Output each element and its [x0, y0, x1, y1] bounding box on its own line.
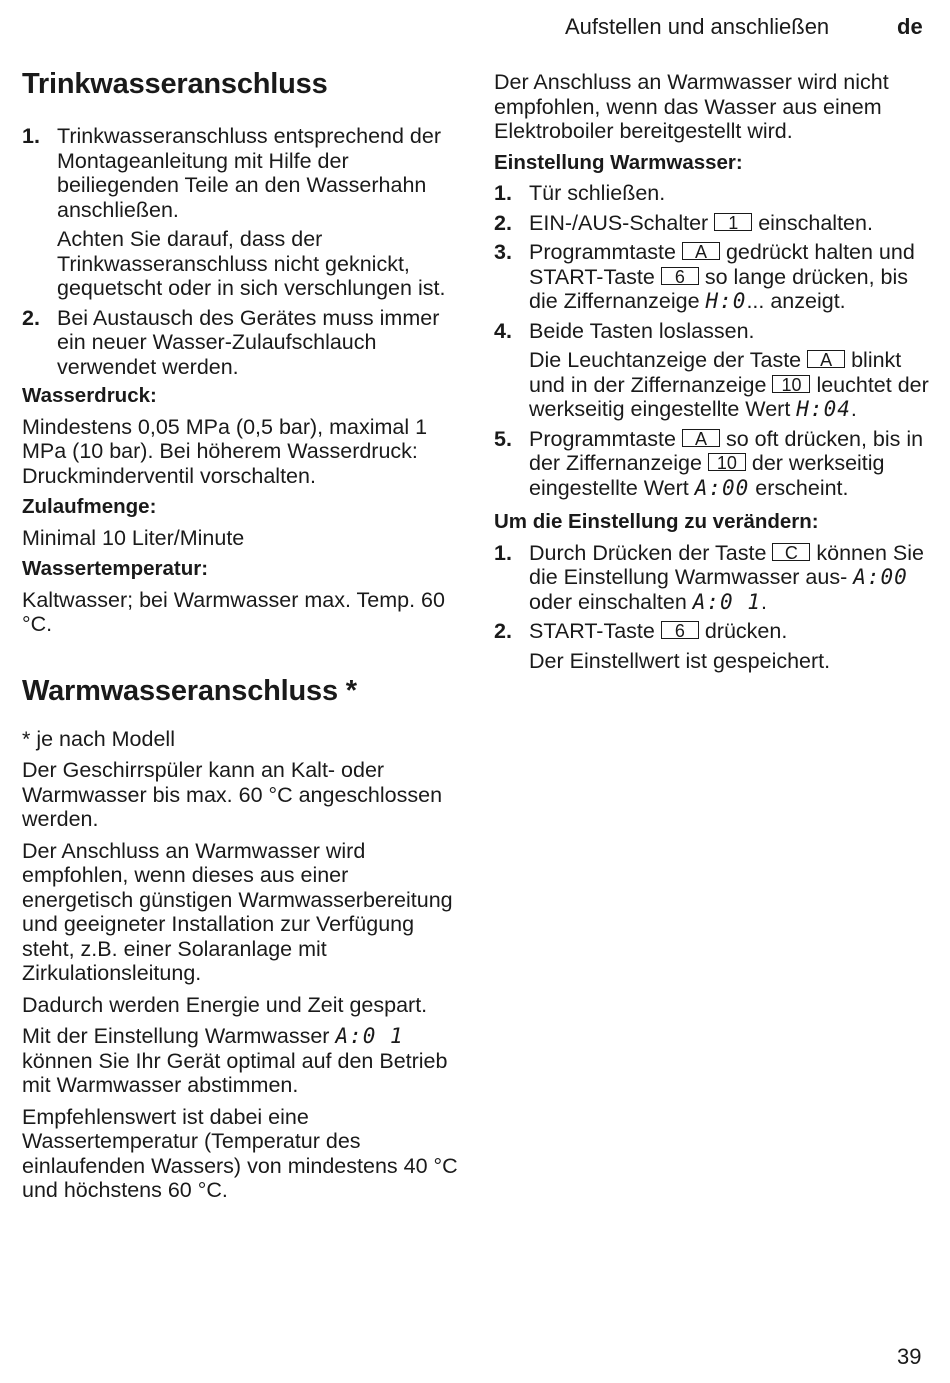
- step-1-note: Achten Sie darauf, dass der Trinkwasseranschluss nicht geknickt, gequetscht oder in sich verschlungen ist.: [57, 227, 446, 300]
- text: Die Leuchtanzeige der Taste: [529, 348, 802, 372]
- subheading-flow-rate: Zulaufmenge:: [22, 495, 157, 518]
- display-code: H:0: [705, 289, 747, 313]
- page-number: 39: [897, 1344, 922, 1369]
- step-number: 2.: [22, 305, 40, 330]
- paragraph: Der Geschirrspüler kann an Kalt- oder Warmwasser bis max. 60 °C angeschlossen werden.: [22, 758, 443, 831]
- water-pressure-text: Mindestens 0,05 MPa (0,5 bar), maximal 1 MPa (10 bar). Bei höherem Wasserdruck: Druckminderventil vorschalten.: [22, 414, 428, 488]
- step-text: einschalten.: [758, 210, 873, 235]
- step-text: .: [760, 589, 767, 614]
- step-number: 2.: [494, 210, 512, 235]
- step-text: Programmtaste: [529, 240, 676, 264]
- paragraph: Der Anschluss an Warmwasser wird empfohlen, wenn dieses aus einer energetisch günstigen Warmwasserbereitung und geeigneter Installation zur Verfügung steht, z.B. einer Solaranlage mit Zirkulationsleitung.: [22, 838, 453, 985]
- step-text: Tür schließen.: [529, 181, 666, 205]
- step-text: Beide Tasten loslassen.: [529, 318, 755, 343]
- step-text: können Sie die Einstellung Warmwasser aus-: [529, 540, 924, 589]
- step-1: [22, 124, 462, 222]
- page-header-language: de: [897, 14, 923, 39]
- step-text: EIN-/AUS-Schalter: [529, 210, 709, 235]
- display-code: A:00: [853, 565, 908, 589]
- setting-step-3: [494, 240, 934, 314]
- subheading-change-setting: Um die Einstellung zu verändern:: [494, 510, 819, 533]
- right-column: [494, 70, 934, 678]
- key-label: 10: [772, 375, 810, 393]
- step-text: der werkseitig eingestellte Wert: [529, 451, 885, 500]
- key-label: A: [682, 242, 720, 260]
- step-text: oder einschalten: [529, 589, 687, 614]
- step-text: START-Taste: [529, 619, 655, 643]
- page-header-chapter: Aufstellen und anschließen: [565, 14, 830, 39]
- water-temperature-text: Kaltwasser; bei Warmwasser max. Temp. 60 °C.: [22, 587, 445, 636]
- flow-rate-text: Minimal 10 Liter/Minute: [22, 525, 245, 550]
- text: Mit der Einstellung Warmwasser: [22, 1024, 330, 1048]
- step-text: so lange drücken, bis die Ziffernanzeige: [529, 264, 909, 313]
- key-label: A: [682, 429, 720, 447]
- step-2: [22, 306, 462, 380]
- step-text: so oft drücken, bis in der Ziffernanzeige: [529, 426, 924, 475]
- step-text: Programmtaste: [529, 426, 676, 451]
- step-number: 3.: [494, 240, 512, 264]
- step-number: 5.: [494, 426, 512, 451]
- setting-step-5: [494, 427, 934, 501]
- setting-step-2: [494, 211, 934, 236]
- step-number: 2.: [494, 619, 512, 643]
- step-text: Durch Drücken der Taste: [529, 540, 767, 565]
- left-column: [22, 66, 462, 1210]
- subheading-water-pressure: Wasserdruck:: [22, 384, 157, 407]
- paragraph: Dadurch werden Energie und Zeit gespart.: [22, 992, 428, 1017]
- setting-step-4: [494, 319, 934, 344]
- setting-step-1: [494, 181, 934, 206]
- change-step-1: [494, 541, 934, 615]
- step-text: Trinkwasseranschluss entsprechend der Montageanleitung mit Hilfe der beiliegenden Teile an den Wasserhahn anschließen.: [57, 124, 441, 222]
- step-number: 1.: [494, 540, 512, 565]
- step-text: drücken.: [704, 619, 788, 643]
- key-label: 10: [708, 453, 746, 471]
- text: blinkt und in der Ziffernanzeige: [529, 348, 902, 397]
- display-code: A:0 1: [335, 1024, 404, 1048]
- key-label: C: [772, 543, 810, 561]
- key-label: 6: [661, 621, 699, 639]
- text: können Sie Ihr Gerät optimal auf den Betrieb mit Warmwasser abstimmen.: [22, 1048, 448, 1097]
- subheading-water-temperature: Wassertemperatur:: [22, 557, 209, 580]
- step-number: 4.: [494, 318, 512, 343]
- step-text: gedrückt halten und START-Taste: [529, 240, 915, 289]
- step-number: 1.: [22, 124, 40, 148]
- change-step-2: [494, 619, 934, 644]
- section-title-drinking-water: Trinkwasseranschluss: [22, 68, 328, 100]
- paragraph-hot-water-setting: [22, 1024, 462, 1098]
- key-label: 1: [714, 213, 752, 231]
- paragraph-intro: Der Anschluss an Warmwasser wird nicht empfohlen, wenn das Wasser aus einem Elektroboiler bereitgestellt wird.: [494, 70, 889, 143]
- text: leuchtet der werkseitig eingestellte Wert: [529, 372, 929, 421]
- key-label: A: [807, 350, 845, 368]
- step-text: erscheint.: [755, 475, 849, 500]
- step-number: 1.: [494, 181, 512, 205]
- subheading-hot-water-setting: Einstellung Warmwasser:: [494, 150, 743, 174]
- paragraph: Empfehlenswert ist dabei eine Wassertemperatur (Temperatur des einlaufenden Wassers) von mindestens 40 °C und höchstens 60 °C.: [22, 1104, 458, 1202]
- display-code: A:0 1: [692, 589, 761, 614]
- display-code: H:04: [796, 397, 851, 421]
- section-title-hot-water: Warmwasseranschluss *: [22, 674, 357, 707]
- step-text: Bei Austausch des Gerätes muss immer ein neuer Wasser-Zulaufschlauch verwendet werden.: [57, 305, 440, 379]
- key-label: 6: [661, 267, 699, 285]
- footnote: * je nach Modell: [22, 726, 175, 751]
- text: .: [850, 397, 857, 421]
- display-code: A:00: [694, 475, 750, 500]
- change-step-2-note: Der Einstellwert ist gespeichert.: [529, 648, 831, 673]
- step-text: ... anzeigt.: [746, 289, 846, 313]
- setting-step-4-note: [494, 348, 934, 422]
